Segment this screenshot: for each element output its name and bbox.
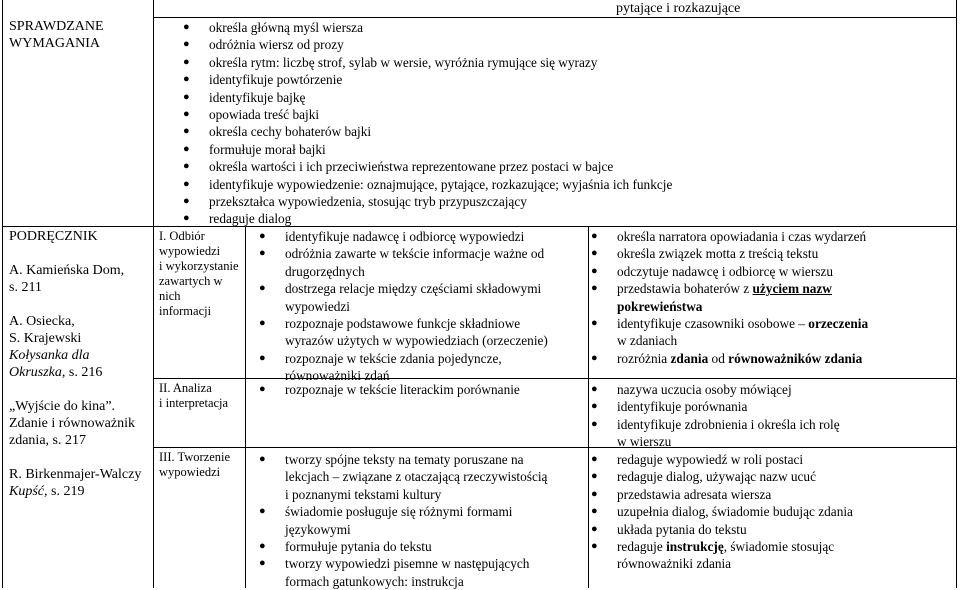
- bullet-icon: ●: [183, 73, 190, 86]
- list-item: ● identyfikuje czasowniki osobowe – orzeczenia w zdaniach: [591, 316, 869, 349]
- list-item: ● identyfikuje nadawcę i odbiorcę wypowiedzi: [259, 229, 525, 244]
- right-list-odbior: [591, 228, 868, 367]
- list-item: ● rozpoznaje w tekście zdania pojedyncze, równoważniki zdań: [259, 350, 502, 384]
- list-item: ● identyfikuje porównania: [591, 399, 748, 415]
- top-right-text: pytające i rozkazujące: [616, 1, 741, 16]
- row-divider-top: [153, 17, 956, 18]
- section-label-analiza: II. Analiza i interpretacja: [159, 381, 229, 410]
- bullet-icon: ●: [183, 212, 190, 225]
- bullet-icon: ●: [259, 230, 266, 242]
- bullet-icon: ●: [183, 21, 190, 33]
- podrecznik-block: PODRĘCZNIK A. Kamieńska Dom, s. 211 A. Osiecka, S. Krajewski Kołysanka dla Okruszka, s. 216 „Wyjście do kina”. Zdanie i równoważnik zdania, s. 217 R. Birkenmajer-Walczy Kupść, s. 219: [9, 229, 142, 499]
- list-item: ● identyfikuje bajkę: [183, 89, 306, 105]
- mid-list-tworzenie: [259, 451, 547, 590]
- bullet-icon: ●: [591, 470, 598, 483]
- bullet-icon: ●: [591, 247, 598, 260]
- bullet-icon: ●: [259, 317, 266, 330]
- bullet-icon: ●: [591, 383, 598, 395]
- bullet-icon: ●: [591, 522, 598, 535]
- list-item: ● redaguje dialog, używając nazw ucuć: [591, 469, 816, 485]
- column-divider-1: [153, 0, 154, 588]
- list-item: ● odróżnia wiersz od prozy: [183, 37, 344, 53]
- list-item: ● określa główną myśl wiersza: [183, 20, 363, 35]
- right-list-analiza: [591, 381, 840, 451]
- bullet-icon: ●: [591, 540, 598, 553]
- list-item: ● świadomie posługuje się różnymi formami językowymi: [259, 504, 513, 537]
- header-sprawdzane: SPRAWDZANE WYMAGANIA: [9, 19, 104, 51]
- list-item: ● określa rytm: liczbę strof, sylab w wersie, wyróżnia rymujące się wyrazy: [183, 54, 598, 70]
- list-item: ● formułuje pytania do tekstu: [259, 539, 432, 555]
- list-item: ● określa związek motta z treścią tekstu: [591, 246, 819, 262]
- bullet-icon: ●: [591, 400, 598, 413]
- list-item: ● określa narratora opowiadania i czas wydarzeń: [591, 229, 867, 244]
- list-item: ● dostrzega relacje między częściami składowymi wypowiedzi: [259, 281, 542, 314]
- bullet-icon: ●: [183, 55, 190, 68]
- bullet-icon: ●: [591, 317, 598, 330]
- list-item: ● identyfikuje wypowiedzenie: oznajmujące, pytające, rozkazujące; wyjaśnia ich funkcje: [183, 176, 673, 192]
- list-item: ● formułuje morał bajki: [183, 141, 326, 157]
- list-item: ● rozróżnia zdania od równoważników zdania: [591, 350, 863, 366]
- bullet-icon: ●: [591, 453, 598, 465]
- table-border-right: [956, 0, 957, 588]
- list-item: ● odczytuje nadawcę i odbiorcę w wierszu: [591, 263, 833, 279]
- list-item: ● układa pytania do tekstu: [591, 521, 747, 537]
- list-item: ● opowiada treść bajki: [183, 107, 320, 123]
- bullet-icon: ●: [259, 282, 266, 295]
- right-list-tworzenie: [591, 451, 853, 573]
- bullet-icon: ●: [259, 453, 266, 465]
- bullet-icon: ●: [183, 38, 190, 51]
- podrecznik-label: PODRĘCZNIK: [9, 229, 98, 244]
- section-label-tworzenie: III. Tworzenie wypowiedzi: [159, 450, 231, 479]
- column-divider-3: [588, 226, 589, 588]
- bullet-icon: ●: [591, 487, 598, 500]
- bullet-icon: ●: [591, 282, 598, 295]
- list-item: ● określa cechy bohaterów bajki: [183, 124, 372, 140]
- column-divider-2: [245, 226, 246, 588]
- list-item: ● rozpoznaje w tekście literackim porównanie: [259, 382, 520, 397]
- bullet-icon: ●: [591, 417, 598, 430]
- list-item: ● nazywa uczucia osoby mówiącej: [591, 382, 792, 397]
- list-item: ● przedstawia adresata wiersza: [591, 486, 772, 502]
- list-item: ● redaguje wypowiedź w roli postaci: [591, 452, 804, 467]
- table-border-left: [2, 0, 3, 588]
- bullet-icon: ●: [259, 351, 266, 364]
- list-item: ● przekształca wypowiedzenia, stosując tryb przypuszczający: [183, 194, 527, 210]
- section-label-odbior: I. Odbiór wypowiedzi i wykorzystanie zawartych w nich informacji: [159, 229, 239, 318]
- bullet-icon: ●: [259, 540, 266, 553]
- list-item: ● redaguje dialog: [183, 211, 292, 227]
- bullet-icon: ●: [183, 108, 190, 121]
- bullet-icon: ●: [183, 125, 190, 138]
- list-item: ● przedstawia bohaterów z użyciem nazw pokrewieństwa: [591, 281, 832, 314]
- bullet-icon: ●: [591, 351, 598, 364]
- list-item: ● określa wartości i ich przeciwieństwa reprezentowane przez postaci w bajce: [183, 159, 614, 175]
- bullet-icon: ●: [259, 557, 266, 570]
- bullet-icon: ●: [183, 177, 190, 190]
- bullet-icon: ●: [183, 195, 190, 208]
- mid-list-odbior: [259, 228, 548, 385]
- bullet-icon: ●: [259, 383, 266, 395]
- list-item: ● identyfikuje zdrobnienia i określa ich rolę w wierszu: [591, 416, 840, 450]
- list-item: ● tworzy wypowiedzi pisemne w następujących formach gatunkowych: instrukcja: [259, 556, 530, 589]
- bullet-icon: ●: [259, 505, 266, 518]
- mid-list-analiza: [259, 381, 520, 398]
- bullet-icon: ●: [591, 264, 598, 277]
- bullet-icon: ●: [183, 160, 190, 173]
- bullet-icon: ●: [183, 90, 190, 103]
- list-item: ● tworzy spójne teksty na tematy poruszane na lekcjach – związane z otaczającą rzeczywistością i poznanymi tekstami kultury: [259, 452, 548, 502]
- bullet-icon: ●: [591, 230, 598, 242]
- bullet-icon: ●: [591, 505, 598, 518]
- bullet-icon: ●: [259, 247, 266, 260]
- list-item: ● uzupełnia dialog, świadomie budując zdania: [591, 504, 853, 520]
- list-item: ● rozpoznaje podstawowe funkcje składniowe wyrazów użytych w wypowiedziach (orzeczenie): [259, 316, 548, 349]
- list-item: ● identyfikuje powtórzenie: [183, 72, 343, 88]
- bullet-icon: ●: [183, 142, 190, 155]
- top-requirements-list: [183, 19, 672, 228]
- list-item: ● redaguje instrukcję, świadomie stosując równoważniki zdania: [591, 539, 835, 572]
- list-item: ● odróżnia zawarte w tekście informacje ważne od drugorzędnych: [259, 246, 545, 279]
